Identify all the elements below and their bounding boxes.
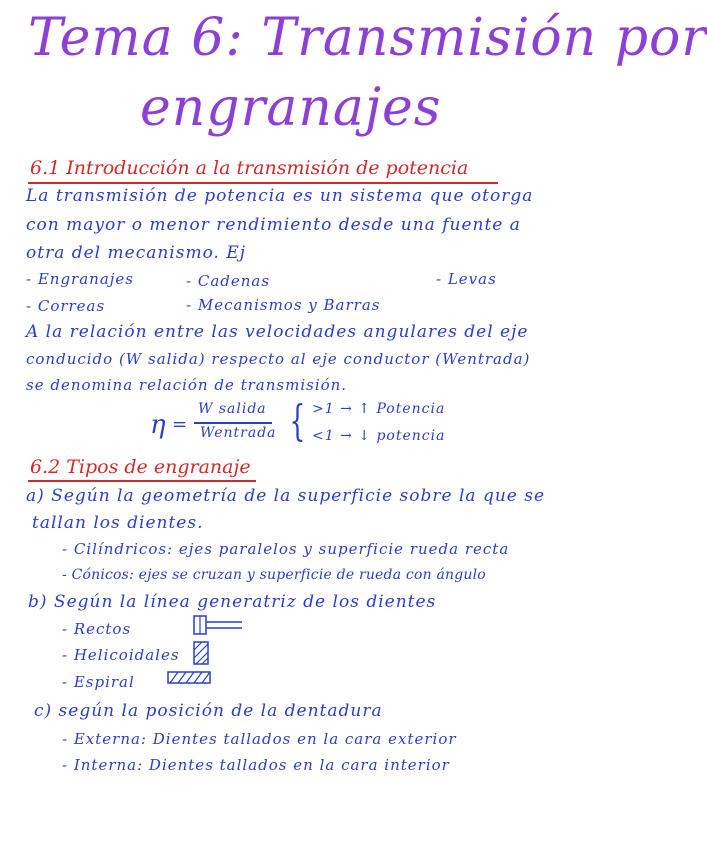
formula-case2: <1 → ↓ potencia [312,428,446,444]
formula-numerator: W salida [198,401,267,417]
intro-line-3: otra del mecanismo. Ej [26,243,247,263]
example-engranajes: - Engranajes [26,270,134,288]
a-label: a) Según la geometría de la superficie sobre la que se [26,486,546,506]
fraction-bar [194,422,272,424]
example-correas: - Correas [26,297,106,315]
a-item-1: - Cilíndricos: ejes paralelos y superficie rueda recta [62,540,510,558]
relation-line-3: se denomina relación de transmisión. [26,376,348,394]
relation-line-1: A la relación entre las velocidades angulares del eje [26,322,529,342]
example-levas: - Levas [436,270,497,288]
section2-heading: 6.2 Tipos de engranaje [30,456,251,478]
b-item-rectos: - Rectos [62,620,132,638]
page-title-line1: Tema 6: Transmisión por [28,8,707,68]
section1-underline [28,182,498,184]
a-label-2: tallan los dientes. [32,513,204,533]
b-item-helicoidales: - Helicoidales [62,646,180,664]
formula-symbol: η [150,410,166,440]
b-item-espiral: - Espiral [62,673,135,691]
example-cadenas: - Cadenas [186,272,271,290]
straight-gear-sketch [192,614,244,636]
c-item-externa: - Externa: Dientes tallados en la cara exterior [62,730,457,748]
helical-gear-sketch [192,640,214,666]
page-title-line2: engranajes [140,78,442,138]
formula-equals: = [172,414,188,435]
intro-line-1: La transmisión de potencia es un sistema que otorga [26,186,534,206]
c-label: c) según la posición de la dentadura [34,701,383,721]
relation-line-2: conducido (W salida) respecto al eje conductor (Wentrada) [26,350,531,368]
c-item-interna: - Interna: Dientes tallados en la cara interior [62,756,450,774]
section1-heading: 6.1 Introducción a la transmisión de potencia [30,157,469,179]
spiral-gear-sketch [166,670,214,686]
a-item-2: - Cónicos: ejes se cruzan y superficie de rueda con ángulo [62,567,486,583]
formula-brace: { [289,396,306,445]
formula-denominator: Wentrada [200,425,277,441]
section2-underline [28,480,256,482]
formula-case1: >1 → ↑ Potencia [312,401,446,417]
b-label: b) Según la línea generatriz de los dientes [28,592,437,612]
intro-line-2: con mayor o menor rendimiento desde una fuente a [26,215,521,235]
example-mecanismos: - Mecanismos y Barras [186,296,381,314]
